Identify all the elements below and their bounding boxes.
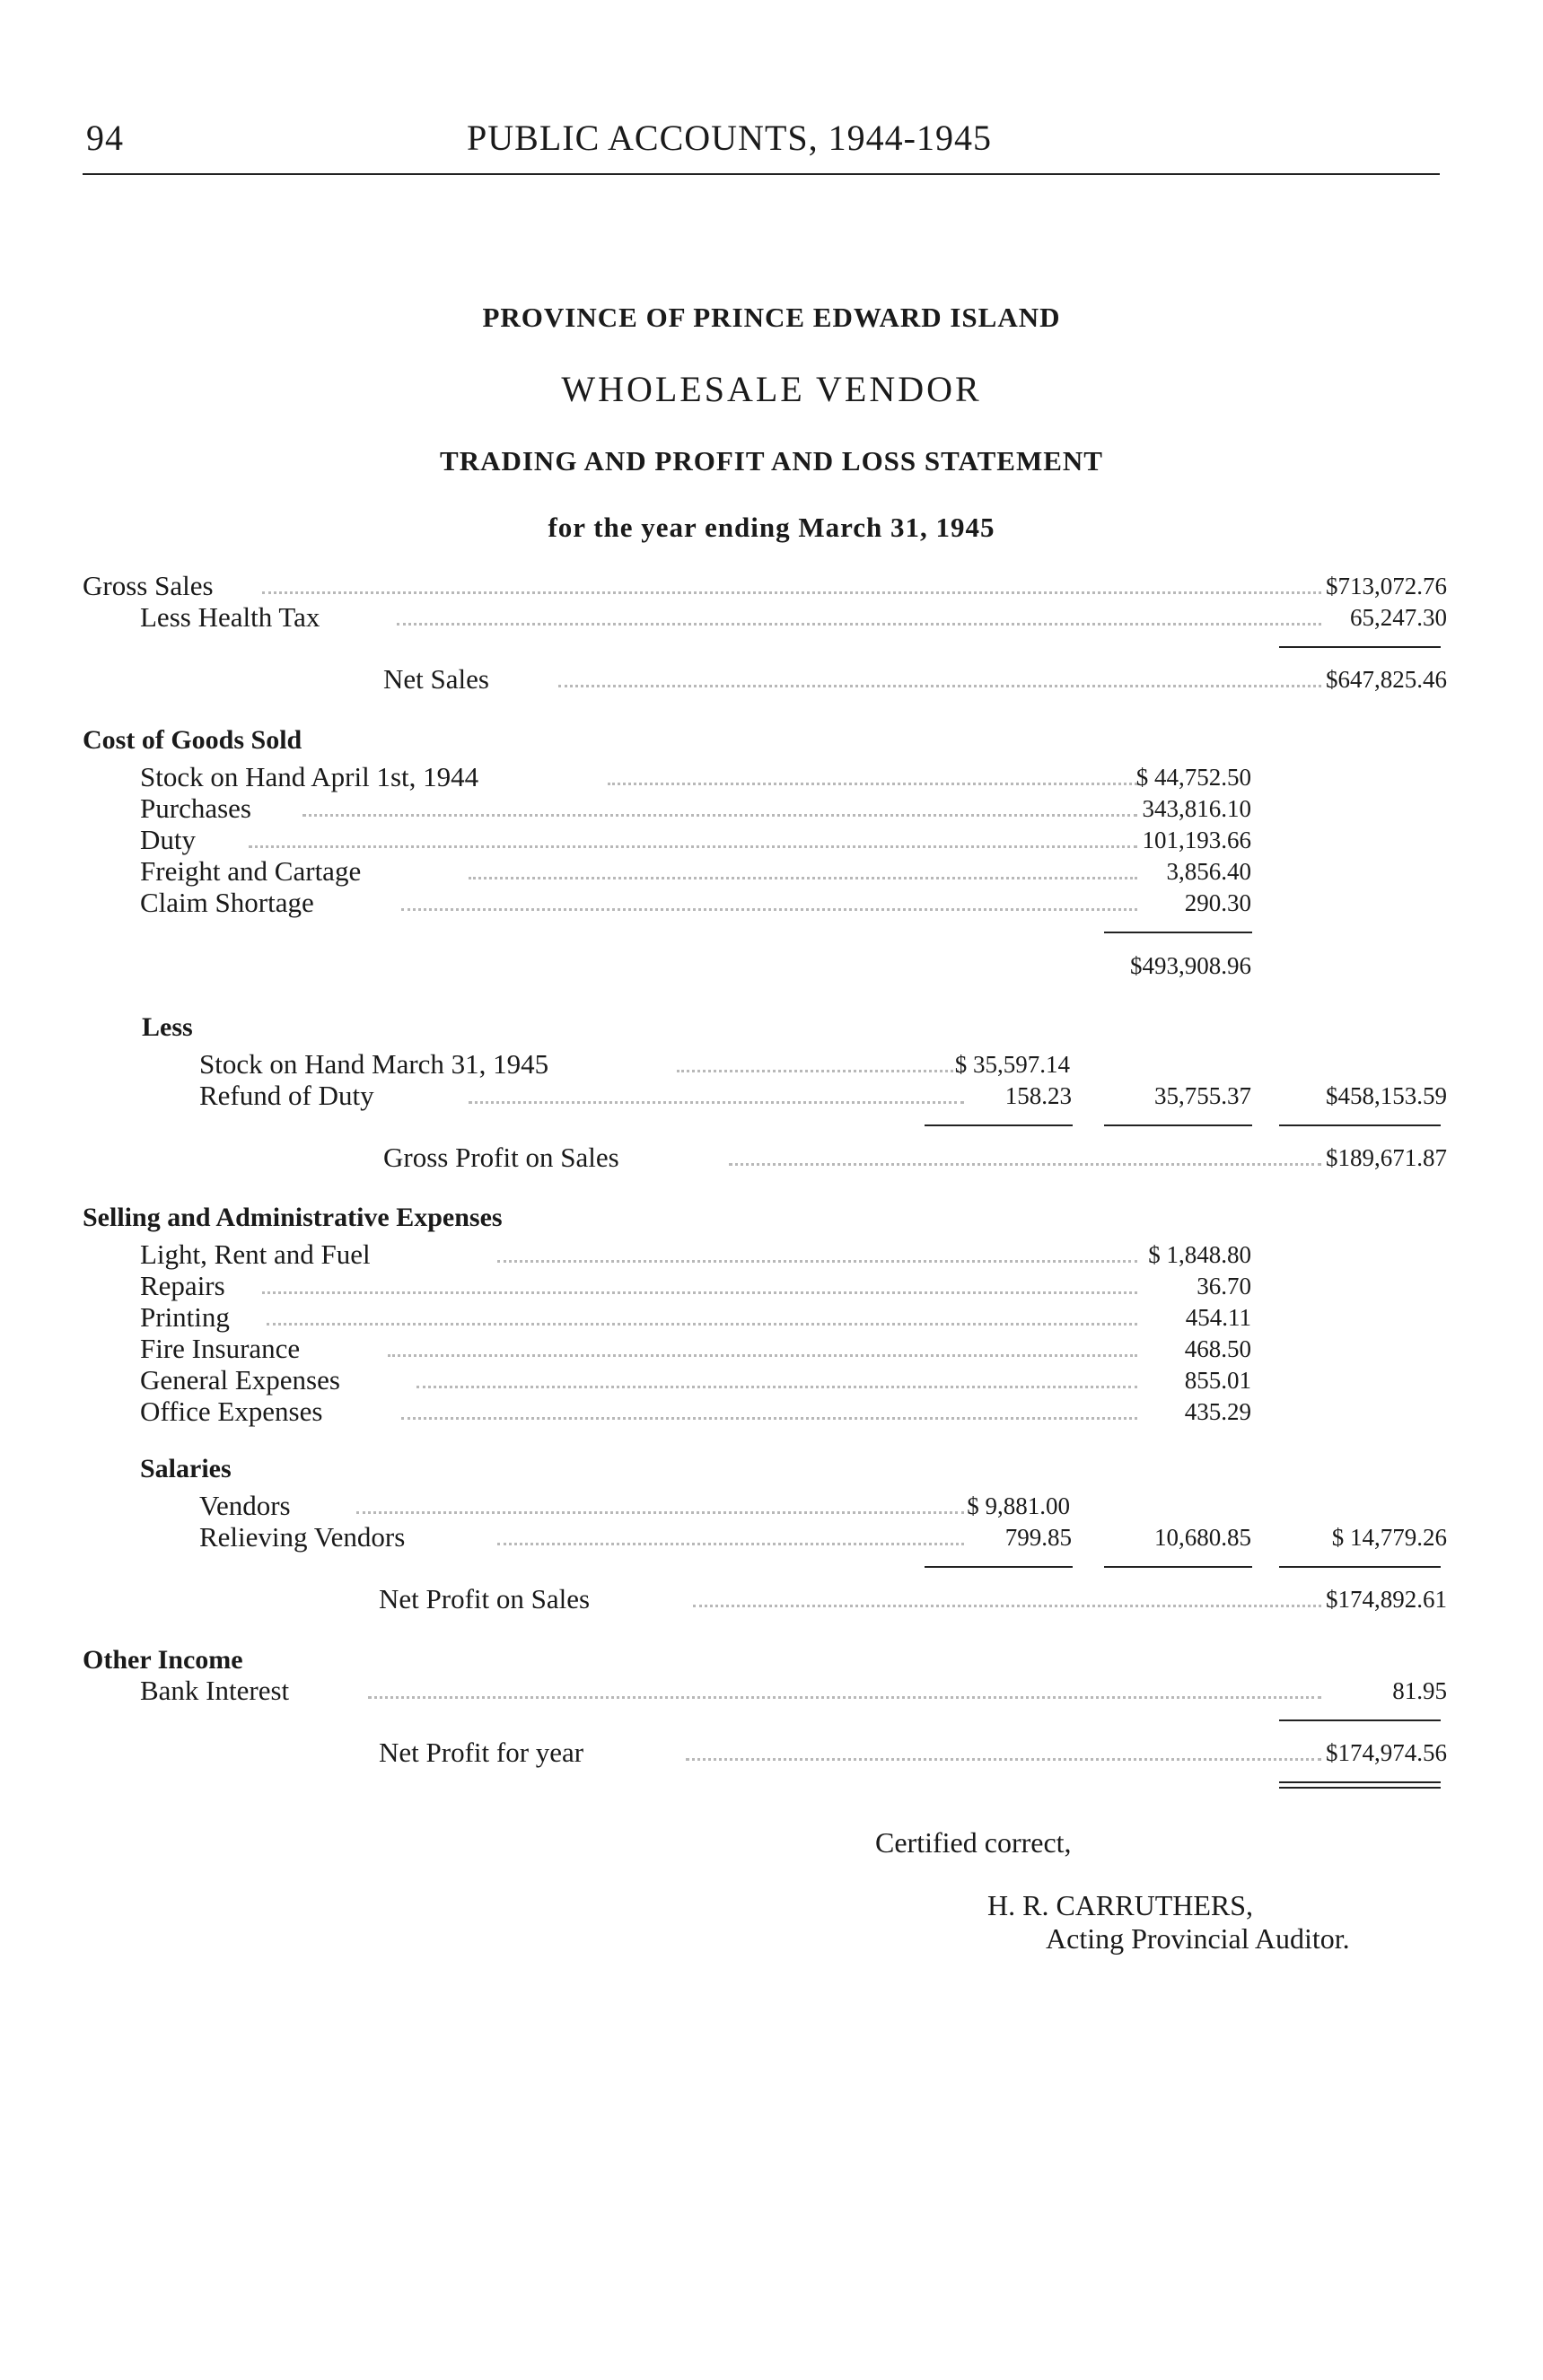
cogs-item-label: Stock on Hand April 1st, 1944 [140, 761, 479, 792]
expense-item-label: Repairs [140, 1270, 225, 1301]
leader-dots [729, 1161, 1321, 1166]
leader-dots [262, 1290, 1137, 1294]
cogs-item-label: Duty [140, 824, 196, 855]
certified-text: Certified correct, [875, 1826, 1072, 1859]
less-heading: Less [142, 1012, 193, 1042]
expense-item-row [83, 1270, 1251, 1302]
salary-row [83, 1490, 1070, 1522]
underline [1279, 1781, 1441, 1783]
leader-dots [469, 1099, 964, 1104]
underline [1279, 1566, 1441, 1568]
leader-dots [262, 590, 1321, 594]
gross-sales-label: Gross Sales [83, 570, 214, 601]
cogs-item-row [83, 855, 1251, 888]
period-title: for the year ending March 31, 1945 [548, 512, 995, 543]
leader-dots [397, 621, 1321, 626]
leader-dots [686, 1756, 1321, 1761]
gross-profit-amount: $189,671.87 [1326, 1144, 1447, 1171]
less-item-amount: 158.23 [1004, 1082, 1072, 1109]
net-profit-sales-amount: $174,892.61 [1326, 1586, 1447, 1613]
leader-dots [416, 1384, 1137, 1388]
underline [1104, 1566, 1252, 1568]
net-profit-sales-label: Net Profit on Sales [379, 1583, 591, 1614]
page-number: 94 [86, 118, 124, 158]
net-sales-row [83, 663, 1447, 696]
salary-amount: 799.85 [1004, 1524, 1072, 1551]
expense-item-amount: 855.01 [1184, 1367, 1251, 1394]
expense-item-label: Light, Rent and Fuel [140, 1238, 371, 1270]
leader-dots [497, 1541, 964, 1545]
underline [1104, 1124, 1252, 1126]
cogs-item-row [83, 761, 1251, 793]
expense-item-amount: $ 1,848.80 [1148, 1241, 1251, 1268]
leader-dots [497, 1258, 1137, 1263]
auditor-title: Acting Provincial Auditor. [1046, 1922, 1350, 1955]
expense-item-row [83, 1238, 1251, 1271]
expense-item-amount: 468.50 [1184, 1335, 1251, 1362]
cogs-item-amount: 343,816.10 [1142, 795, 1251, 822]
underline [925, 1124, 1073, 1126]
leader-dots [677, 1068, 964, 1072]
expense-item-label: Fire Insurance [140, 1333, 301, 1364]
running-title: PUBLIC ACCOUNTS, 1944-1945 [467, 118, 992, 158]
bank-interest-amount: 81.95 [1392, 1677, 1447, 1704]
expense-item-amount: 435.29 [1184, 1398, 1251, 1425]
cogs-item-label: Purchases [140, 792, 251, 824]
net-profit-year-amount: $174,974.56 [1326, 1739, 1447, 1766]
leader-dots [401, 906, 1137, 911]
cogs-item-row [83, 792, 1251, 825]
cost-of-goods-heading: Cost of Goods Sold [83, 725, 302, 755]
cost-total-amount: $458,153.59 [1326, 1082, 1447, 1109]
health-tax-label: Less Health Tax [140, 601, 320, 633]
salary-label: Vendors [199, 1490, 291, 1521]
cogs-item-row [83, 887, 1251, 919]
less-total-amount: 35,755.37 [1154, 1082, 1251, 1109]
expense-item-label: Printing [140, 1301, 230, 1333]
health-tax-row [83, 601, 1447, 634]
leader-dots [401, 1415, 1137, 1420]
header-rule [83, 173, 1440, 175]
underline [1279, 1719, 1441, 1721]
cogs-item-amount: 101,193.66 [1142, 827, 1251, 853]
leader-dots [388, 1352, 1137, 1357]
net-profit-sales-row [83, 1583, 1447, 1615]
less-item-row [83, 1080, 1447, 1112]
cogs-subtotal-row [83, 949, 1251, 982]
province-title: PROVINCE OF PRINCE EDWARD ISLAND [482, 302, 1061, 333]
underline [1279, 1124, 1441, 1126]
leader-dots [469, 875, 1137, 879]
cogs-item-amount: 290.30 [1184, 889, 1251, 916]
expense-item-label: General Expenses [140, 1364, 340, 1396]
cogs-item-label: Freight and Cartage [140, 855, 362, 887]
underline [1279, 646, 1441, 648]
expense-item-amount: 454.11 [1185, 1304, 1251, 1331]
salaries-total-amount: 10,680.85 [1154, 1524, 1251, 1551]
cogs-item-label: Claim Shortage [140, 887, 314, 918]
net-profit-year-row [83, 1737, 1447, 1769]
health-tax-amount: 65,247.30 [1350, 604, 1447, 631]
cogs-item-row [83, 824, 1251, 856]
expenses-total-amount: $ 14,779.26 [1331, 1524, 1447, 1551]
expense-item-label: Office Expenses [140, 1396, 323, 1427]
leader-dots [249, 844, 1137, 848]
gross-sales-row [83, 570, 1447, 602]
double-underline [1279, 1787, 1441, 1789]
gross-profit-row [83, 1142, 1447, 1174]
gross-profit-label: Gross Profit on Sales [383, 1142, 619, 1173]
leader-dots [693, 1603, 1321, 1607]
bank-interest-row [83, 1675, 1447, 1707]
leader-dots [356, 1509, 964, 1514]
less-item-amount: $ 35,597.14 [954, 1051, 1070, 1078]
leader-dots [608, 781, 1137, 785]
leader-dots [368, 1694, 1321, 1699]
expense-item-row [83, 1364, 1251, 1396]
less-item-row [83, 1048, 1070, 1081]
net-profit-year-label: Net Profit for year [379, 1737, 584, 1768]
less-item-label: Stock on Hand March 31, 1945 [199, 1048, 549, 1080]
expense-item-amount: 36.70 [1197, 1273, 1251, 1299]
salary-row [83, 1521, 1447, 1553]
gross-sales-amount: $713,072.76 [1326, 573, 1447, 599]
salary-amount: $ 9,881.00 [967, 1492, 1070, 1519]
expense-item-row [83, 1333, 1251, 1365]
bank-interest-label: Bank Interest [140, 1675, 290, 1706]
underline [1104, 932, 1252, 933]
cogs-item-amount: $ 44,752.50 [1135, 764, 1251, 791]
leader-dots [267, 1321, 1137, 1326]
statement-title: TRADING AND PROFIT AND LOSS STATEMENT [440, 445, 1103, 477]
salary-label: Relieving Vendors [199, 1521, 406, 1553]
net-sales-amount: $647,825.46 [1326, 666, 1447, 693]
less-item-label: Refund of Duty [199, 1080, 374, 1111]
cogs-subtotal-amount: $493,908.96 [1130, 952, 1251, 979]
underline [925, 1566, 1073, 1568]
expense-item-row [83, 1396, 1251, 1428]
leader-dots [558, 683, 1321, 687]
expenses-heading: Selling and Administrative Expenses [83, 1203, 503, 1232]
other-income-heading: Other Income [83, 1645, 243, 1675]
expense-item-row [83, 1301, 1251, 1334]
salaries-heading: Salaries [140, 1454, 232, 1483]
leader-dots [302, 812, 1137, 817]
auditor-name: H. R. CARRUTHERS, [987, 1889, 1254, 1921]
net-sales-label: Net Sales [383, 663, 489, 695]
cogs-item-amount: 3,856.40 [1166, 858, 1251, 885]
entity-title: WHOLESALE VENDOR [561, 369, 982, 409]
